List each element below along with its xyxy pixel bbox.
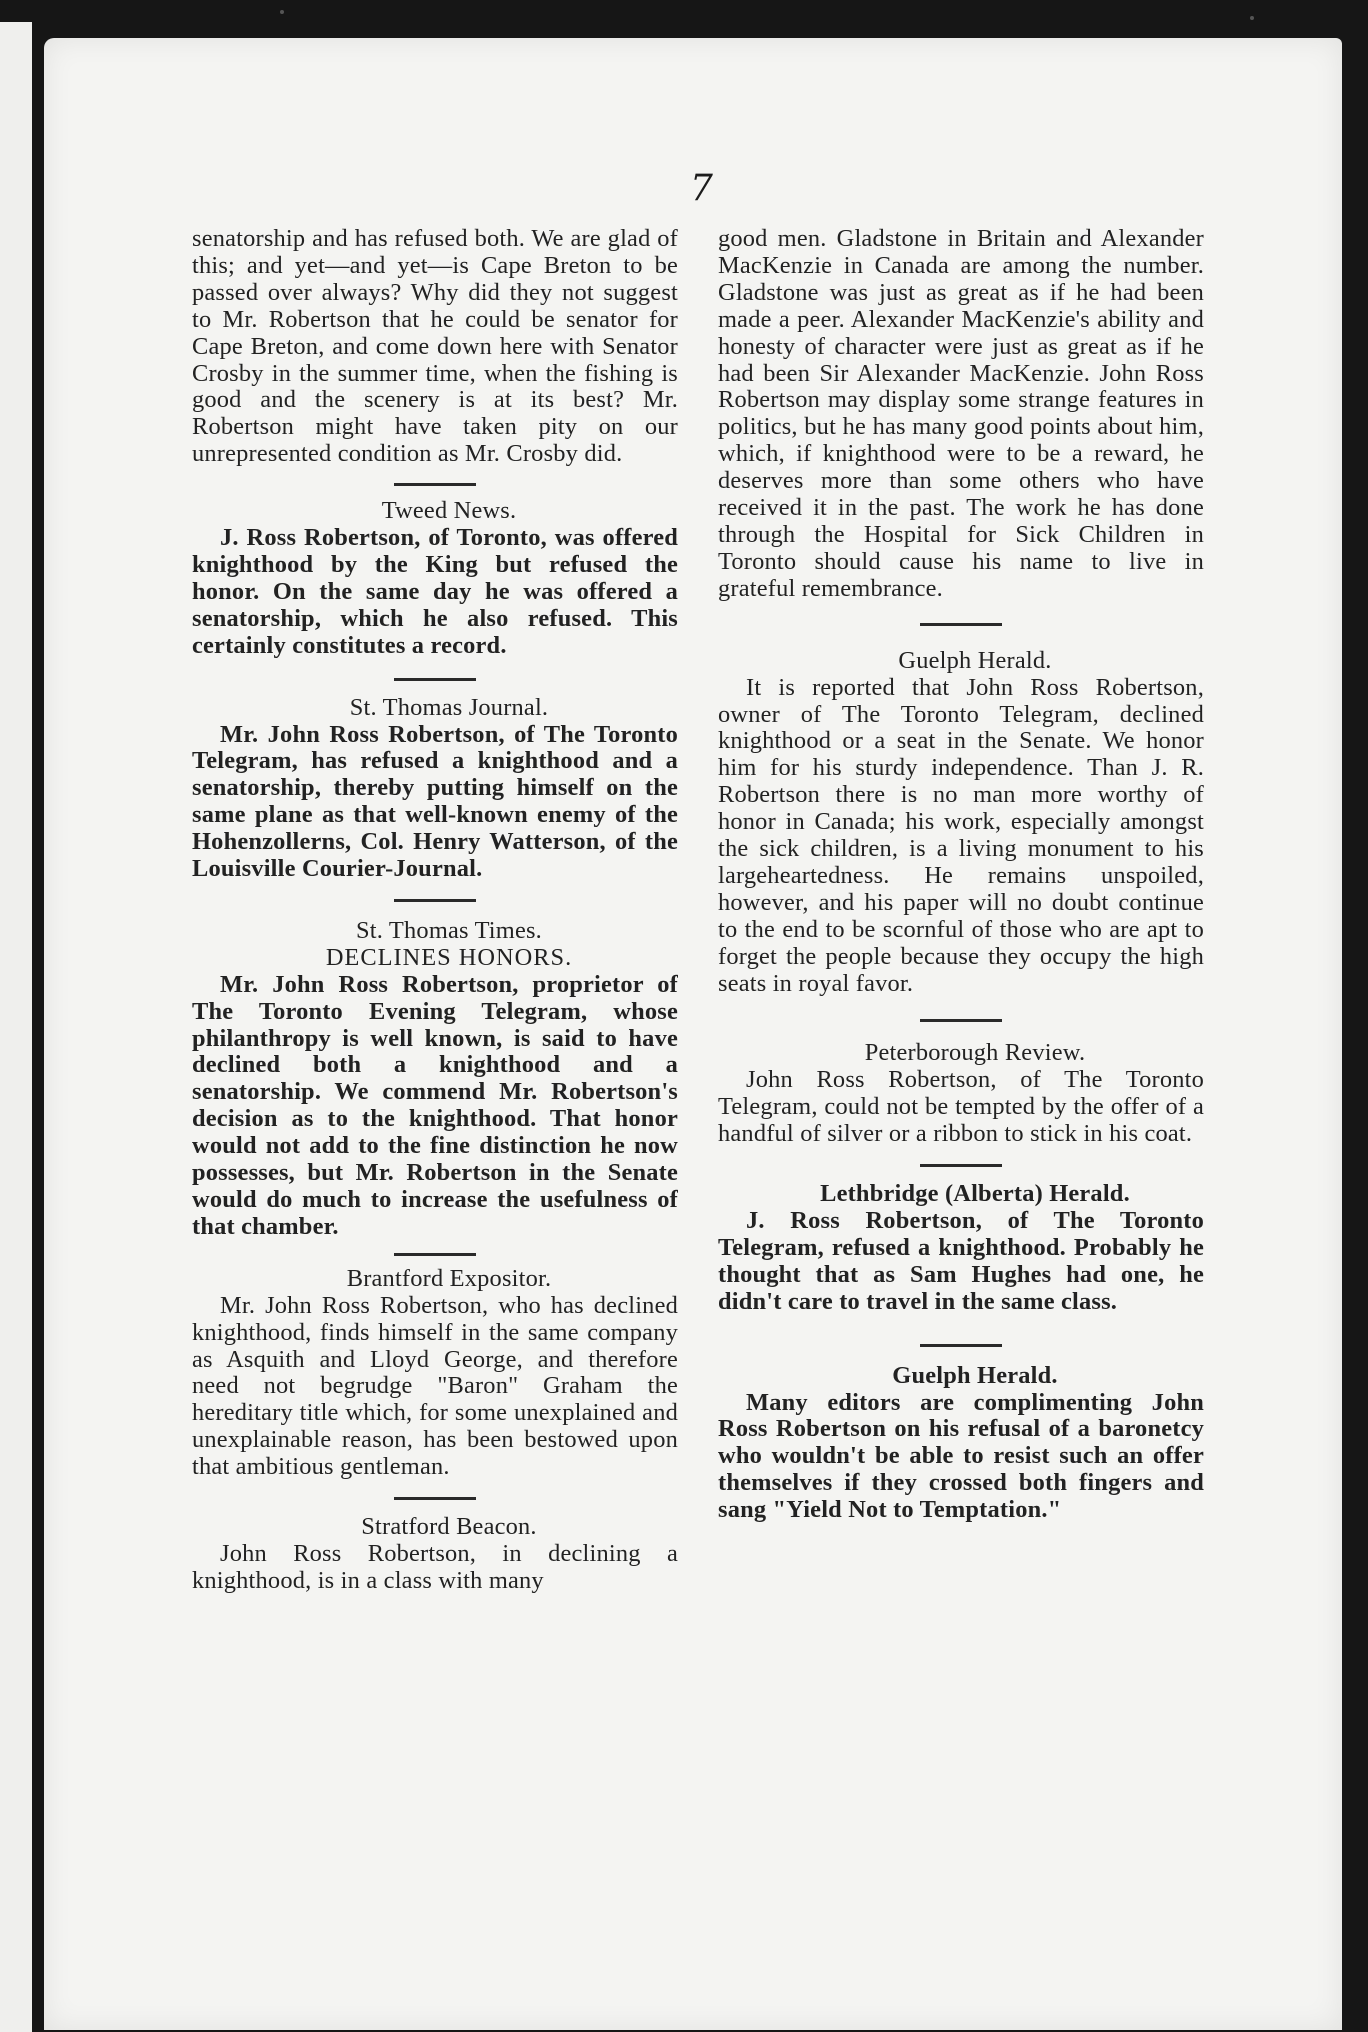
article-heading: Tweed News. [381,497,517,525]
dust-speck [1250,16,1254,20]
right-column [718,226,1204,1524]
left-column [192,226,678,1595]
article-subheading: DECLINES HONORS. [325,943,573,971]
article-text: J. Ross Robertson, of Toronto, was offered knighthood by the King but refused the honor. On the same day he was offered a senatorship, which he also refused. This certainly constitutes a record. [192,524,678,659]
section-rule [394,1253,476,1256]
article-heading: St. Thomas Journal. [349,693,549,721]
article-text: Mr. John Ross Robertson, proprietor of The Toronto Evening Telegram, whose philanthropy is well known, is said to have declined both a knighthood and a senatorship. We commend Mr. Robertson's decision as to the knighthood. That honor would not add to the fine distinction he now possesses, but Mr. Robertson in the Senate would do much to increase the usefulness of that chamber. [192,970,678,1240]
article-text: Many editors are complimenting John Ross Robertson on his refusal of a baronetcy who wouldn't be able to resist such an offer themselves if they crossed both fingers and sang "Yield Not to Temptation." [718,1388,1204,1524]
article-heading: Guelph Herald. [898,646,1052,674]
section-rule [920,623,1002,626]
section-rule [920,1164,1002,1167]
article-heading: Stratford Beacon. [361,1513,537,1541]
section-rule [920,1019,1002,1022]
article-text: Mr. John Ross Robertson, who has declined knighthood, finds himself in the same company as Asquith and Lloyd George, and therefore need not begrudge "Baron" Graham the hereditary title which, for some unexplained and unexplainable reason, has been bestowed upon that ambitious gentleman. [192,1291,678,1481]
page-number: 7 [690,168,713,209]
article-heading: Guelph Herald. [892,1361,1058,1389]
section-rule [394,899,476,902]
article-text: John Ross Robertson, in declining a knighthood, is in a class with many [192,1539,678,1594]
article-heading: St. Thomas Times. [356,916,542,944]
article-heading: Peterborough Review. [864,1039,1086,1067]
article-text: J. Ross Robertson, of The Toronto Telegram, refused a knighthood. Probably he thought that as Sam Hughes had one, he didn't care to travel in the same class. [718,1207,1204,1315]
article-text: John Ross Robertson, of The Toronto Telegram, could not be tempted by the offer of a handful of silver or a ribbon to stick in his coat. [718,1066,1204,1148]
article-text: Mr. John Ross Robertson, of The Toronto Telegram, has refused a knighthood and a senatorship, thereby putting himself on the same plane as that well-known enemy of the Hohenzollerns, Col. Henry Watterson, of the Louisville Courier-Journal. [192,720,678,883]
section-rule [394,1497,476,1500]
article-text: It is reported that John Ross Robertson, owner of The Toronto Telegram, declined knighthood or a seat in the Senate. We honor him for his sturdy independence. Than J. R. Robertson there is no man more worthy of honor in Canada; his work, especially amongst the sick children, is a living monument to his largeheartedness. He remains unspoiled, however, and his paper will no doubt continue to the end to be scornful of those who are apt to forget the people because they occupy the high seats in royal favor. [718,673,1204,997]
article-text: good men. Gladstone in Britain and Alexander MacKenzie in Canada are among the number. Gladstone was just as great as if he had been made a peer. Alexander MacKenzie's ability and honesty of character were just as great as if he had been Sir Alexander MacKenzie. John Ross Robertson may display some strange features in politics, but he has many good points about him, which, if knighthood were to be a reward, he deserves more than some others who have received it in the past. The work he has done through the Hospital for Sick Children in Toronto should cause his name to live in grateful remembrance. [718,225,1204,602]
article-text: senatorship and has refused both. We are glad of this; and yet—and yet—is Cape Breton to be passed over always? Why did they not suggest to Mr. Robertson that he could be senator for Cape Breton, and come down here with Senator Crosby in the summer time, when the fishing is good and the scenery is at its best? Mr. Robertson might have taken pity on our unrepresented condition as Mr. Crosby did. [192,225,678,468]
article-heading: Brantford Expositor. [346,1264,552,1292]
section-rule [920,1344,1002,1347]
previous-page-edge [0,22,32,2032]
section-rule [394,483,476,486]
article-heading: Lethbridge (Alberta) Herald. [820,1180,1130,1208]
section-rule [394,678,476,681]
dust-speck [280,10,284,14]
